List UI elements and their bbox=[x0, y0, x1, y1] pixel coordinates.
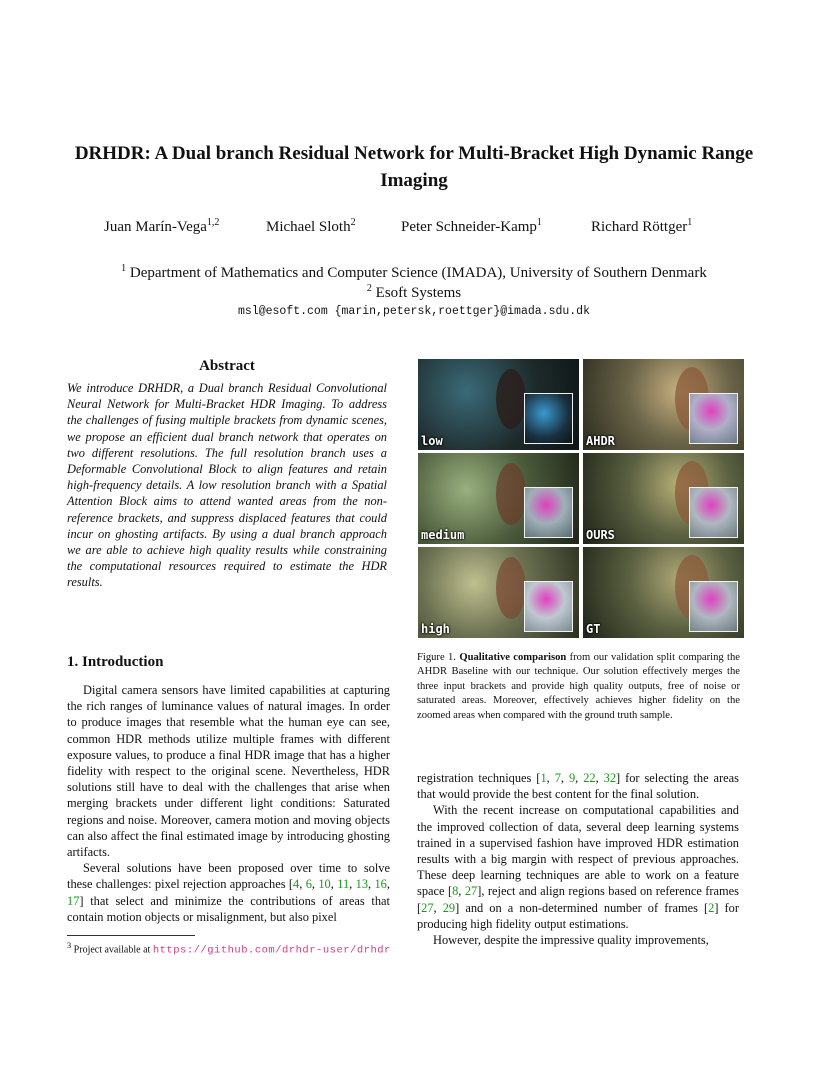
panel-label: GT bbox=[586, 622, 601, 636]
figure-panel-medium bbox=[418, 453, 579, 544]
citation[interactable]: 7 bbox=[554, 771, 561, 785]
citation[interactable]: 32 bbox=[603, 771, 617, 785]
citation[interactable]: 11 bbox=[337, 877, 350, 892]
figure-panel-ours bbox=[583, 453, 744, 544]
citation[interactable]: 9 bbox=[568, 771, 576, 785]
panel-label: AHDR bbox=[586, 434, 615, 448]
citation[interactable]: 13 bbox=[355, 877, 369, 892]
figure-panel-ahdr bbox=[583, 359, 744, 450]
zoomed-inset bbox=[689, 393, 738, 444]
affiliation-1: $^1$ Department of Mathematics and Computer Science (IMADA), University of Southern Denmark bbox=[121, 263, 707, 281]
paper-title: DRHDR: A Dual branch Residual Network for Multi-Bracket High Dynamic Range Imaging bbox=[74, 143, 754, 191]
author-4: Richard Röttger$^1$ bbox=[591, 217, 693, 235]
figure-panel-high bbox=[418, 547, 579, 638]
zoomed-inset bbox=[689, 581, 738, 632]
zoomed-inset bbox=[524, 393, 573, 444]
zoomed-inset bbox=[524, 487, 573, 538]
author-2: Michael Sloth$^2$ bbox=[266, 217, 356, 235]
panel-label: OURS bbox=[586, 528, 615, 542]
citation[interactable]: 29 bbox=[442, 900, 456, 915]
right-paragraph-1: registration techniques [1, 7, 9, 22, 32] for selecting the areas that would provide the best content for the final solution. bbox=[417, 771, 739, 802]
figure-panel-low bbox=[418, 359, 579, 450]
citation[interactable]: 22 bbox=[583, 771, 596, 785]
citation[interactable]: 4 bbox=[293, 877, 300, 892]
intro-paragraph-1: Digital camera sensors have limited capabilities at capturing the rich ranges of luminance values of natural images. In order to produce images that resemble what the human eye can see, common HDR methods utilize multiple frames with different exposure values, to produce a final HDR image that has a higher fidelity with respect to the original scene. Nevertheless, HDR solutions still have to deal with the challenges that arise when merging brackets under different light conditions: Saturated regions and noise. Moreover, camera motion and moving objects can also affect the final estimated image by introducing ghosting artifacts. bbox=[67, 683, 390, 860]
panel-label: low bbox=[421, 434, 443, 448]
footnote-divider bbox=[67, 935, 195, 936]
figure-panel-gt bbox=[583, 547, 744, 638]
citation[interactable]: 27 bbox=[421, 900, 434, 915]
footnote: $^3$ Project available at https://github.com/drhdr-user/drhdr bbox=[67, 941, 391, 957]
citation[interactable]: 27 bbox=[464, 884, 478, 899]
project-link[interactable]: https://github.com/drhdr-user/drhdr bbox=[152, 944, 391, 957]
affiliation-2: $^2$ Esoft Systems bbox=[366, 283, 462, 301]
citation[interactable]: 2 bbox=[708, 900, 715, 915]
abstract-text: We introduce DRHDR, a Dual branch Residual Convolutional Neural Network for Multi-Bracket HDR Imaging. To address the challenges of fusing multiple brackets from dynamic scenes, we propose an efficient dual branch network that operates on two different resolutions. The full resolution branch uses a Deformable Convolutional Block to align features and retain high-frequency details. A low resolution branch with a Spatial Attention Block aims to attend wanted areas from the non-reference brackets, and suppress displaced features that could incur on ghosting artifacts. By using a dual branch approach we are able to achieve high quality results while constraining the computational resources required to estimate the HDR results. bbox=[67, 381, 387, 590]
figure-caption: Figure 1. Qualitative comparison from our validation split comparing the AHDR Baseline with our technique. Our solution effectively merges the three input brackets and provide high quality outputs, free of noise or saturated areas. Moreover, effectively achieves higher fidelity on the zoomed areas when compared with the ground truth sample. bbox=[417, 652, 740, 721]
author-emails: msl@esoft.com {marin,petersk,roettger}@imada.sdu.dk bbox=[238, 305, 590, 318]
intro-paragraph-2: Several solutions have been proposed over time to solve these challenges: pixel rejection approaches [4, 6, 10, 11, 13, 16, 17] that select and minimize the contributions of areas that contain motion objects or misalignment, but also pixel bbox=[67, 861, 390, 924]
zoomed-inset bbox=[524, 581, 573, 632]
right-column-text bbox=[417, 770, 739, 948]
panel-label: high bbox=[421, 622, 450, 636]
citation[interactable]: 8 bbox=[452, 884, 459, 899]
zoomed-inset bbox=[689, 487, 738, 538]
right-paragraph-2: With the recent increase on computational capabilities and the improved collection of data, several deep learning systems trained in a supervised fashion have improved HDR estimation results with a big margin with respect of previous approaches. These deep learning techniques are able to work on a feature space [8, 27], reject and align regions based on reference frames [27, 29] and on a non-determined number of frames [2] for producing high fidelity output estimations. bbox=[417, 803, 740, 931]
citation[interactable]: 17 bbox=[67, 893, 80, 908]
citation[interactable]: 6 bbox=[305, 877, 312, 892]
author-1: Juan Marín-Vega$^{1,2}$ bbox=[104, 217, 220, 235]
intro-heading: 1. Introduction bbox=[67, 654, 164, 670]
author-3: Peter Schneider-Kamp$^1$ bbox=[401, 217, 542, 235]
figure-1 bbox=[418, 359, 745, 638]
right-paragraph-3: However, despite the impressive quality improvements, bbox=[433, 933, 709, 948]
author-list bbox=[60, 219, 768, 239]
panel-label: medium bbox=[421, 528, 465, 542]
intro-text bbox=[67, 682, 390, 925]
citation[interactable]: 1 bbox=[540, 771, 547, 785]
abstract-heading: Abstract bbox=[199, 358, 255, 374]
citation[interactable]: 16 bbox=[374, 877, 387, 892]
citation[interactable]: 10 bbox=[318, 877, 331, 892]
